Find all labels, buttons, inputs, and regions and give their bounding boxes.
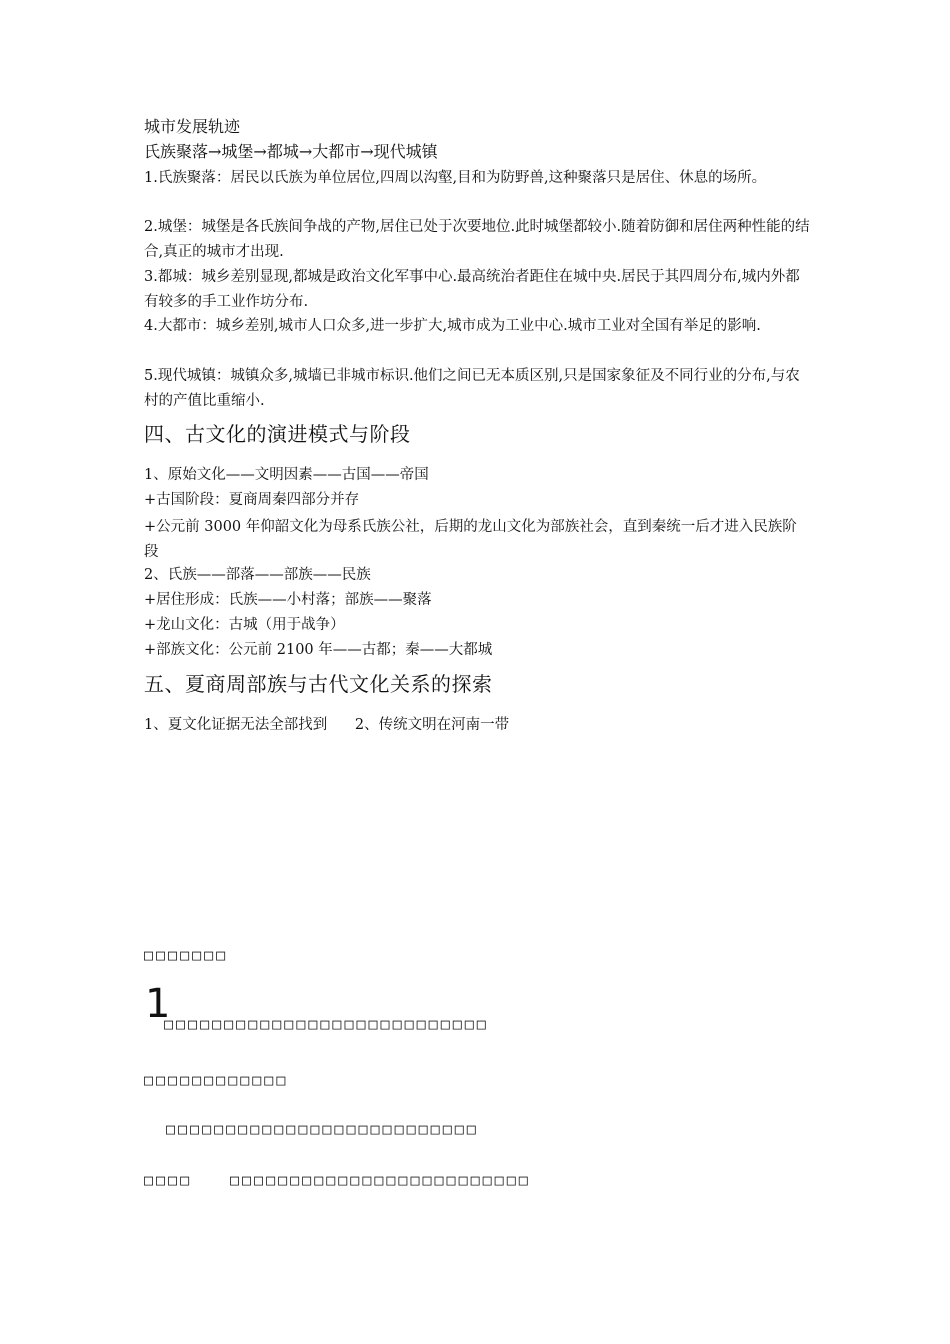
- text-line: +部族文化：公元前 2100 年——古都；秦——大都城: [144, 642, 493, 658]
- text-line: 1、夏文化证据无法全部找到 2、传统文明在河南一带: [144, 717, 510, 733]
- text-line: 1、原始文化——文明因素——古国——帝国: [144, 467, 429, 483]
- section-heading: 五、夏商周部族与古代文化关系的探索: [144, 672, 493, 696]
- unrendered-text: □□□□: [144, 1171, 193, 1189]
- paragraph: 2.城堡：城堡是各氏族间争战的产物,居住已处于次要地位.此时城堡都较小.随着防御和居住两种性能的结合,真正的城市才出现.: [144, 219, 810, 260]
- text-line: +居住形成：氏族——小村落；部族——聚落: [144, 592, 432, 608]
- unrendered-text: □□□□□□□□□□□□□□□□□□□□□□□□□: [230, 1171, 531, 1189]
- paragraph: 3.都城：城乡差别显现,都城是政治文化军事中心.最高统治者距住在城中央.居民于其四周分布,城内外都有较多的手工业作坊分布.: [144, 269, 800, 310]
- paragraph: 1.氏族聚落：居民以氏族为单位居位,四周以沟壑,目和为防野兽,这种聚落只是居住、休息的场所。: [144, 170, 767, 186]
- unrendered-text: □□□□□□□□□□□□□□□□□□□□□□□□□□□: [164, 1015, 489, 1033]
- paragraph: 4.大都市：城乡差别,城市人口众多,进一步扩大,城市成为工业中心.城市工业对全国有举足的影响.: [144, 318, 761, 334]
- large-numeral: 1: [145, 981, 171, 1027]
- unrendered-text: □□□□□□□□□□□□: [144, 1071, 289, 1089]
- text-line: 2、氏族——部落——部族——民族: [144, 567, 371, 583]
- section-heading: 四、古文化的演进模式与阶段: [144, 422, 411, 446]
- paragraph: 5.现代城镇：城镇众多,城墙已非城市标识.他们之间已无本质区别,只是国家象征及不同行业的分布,与农村的产值比重缩小.: [144, 368, 800, 409]
- section-title: 城市发展轨迹: [144, 117, 241, 136]
- text-line: +龙山文化：古城（用于战争）: [144, 617, 345, 633]
- unrendered-text: □□□□□□□: [144, 946, 229, 964]
- text-line: +古国阶段：夏商周秦四部分并存: [144, 492, 360, 508]
- city-development-path: 氏族聚落→城堡→都城→大都市→现代城镇: [144, 142, 438, 161]
- unrendered-text: □□□□□□□□□□□□□□□□□□□□□□□□□□: [166, 1120, 479, 1138]
- paragraph: +公元前 3000 年仰韶文化为母系氏族公社，后期的龙山文化为部族社会，直到秦统一后才进入民族阶段: [144, 519, 797, 560]
